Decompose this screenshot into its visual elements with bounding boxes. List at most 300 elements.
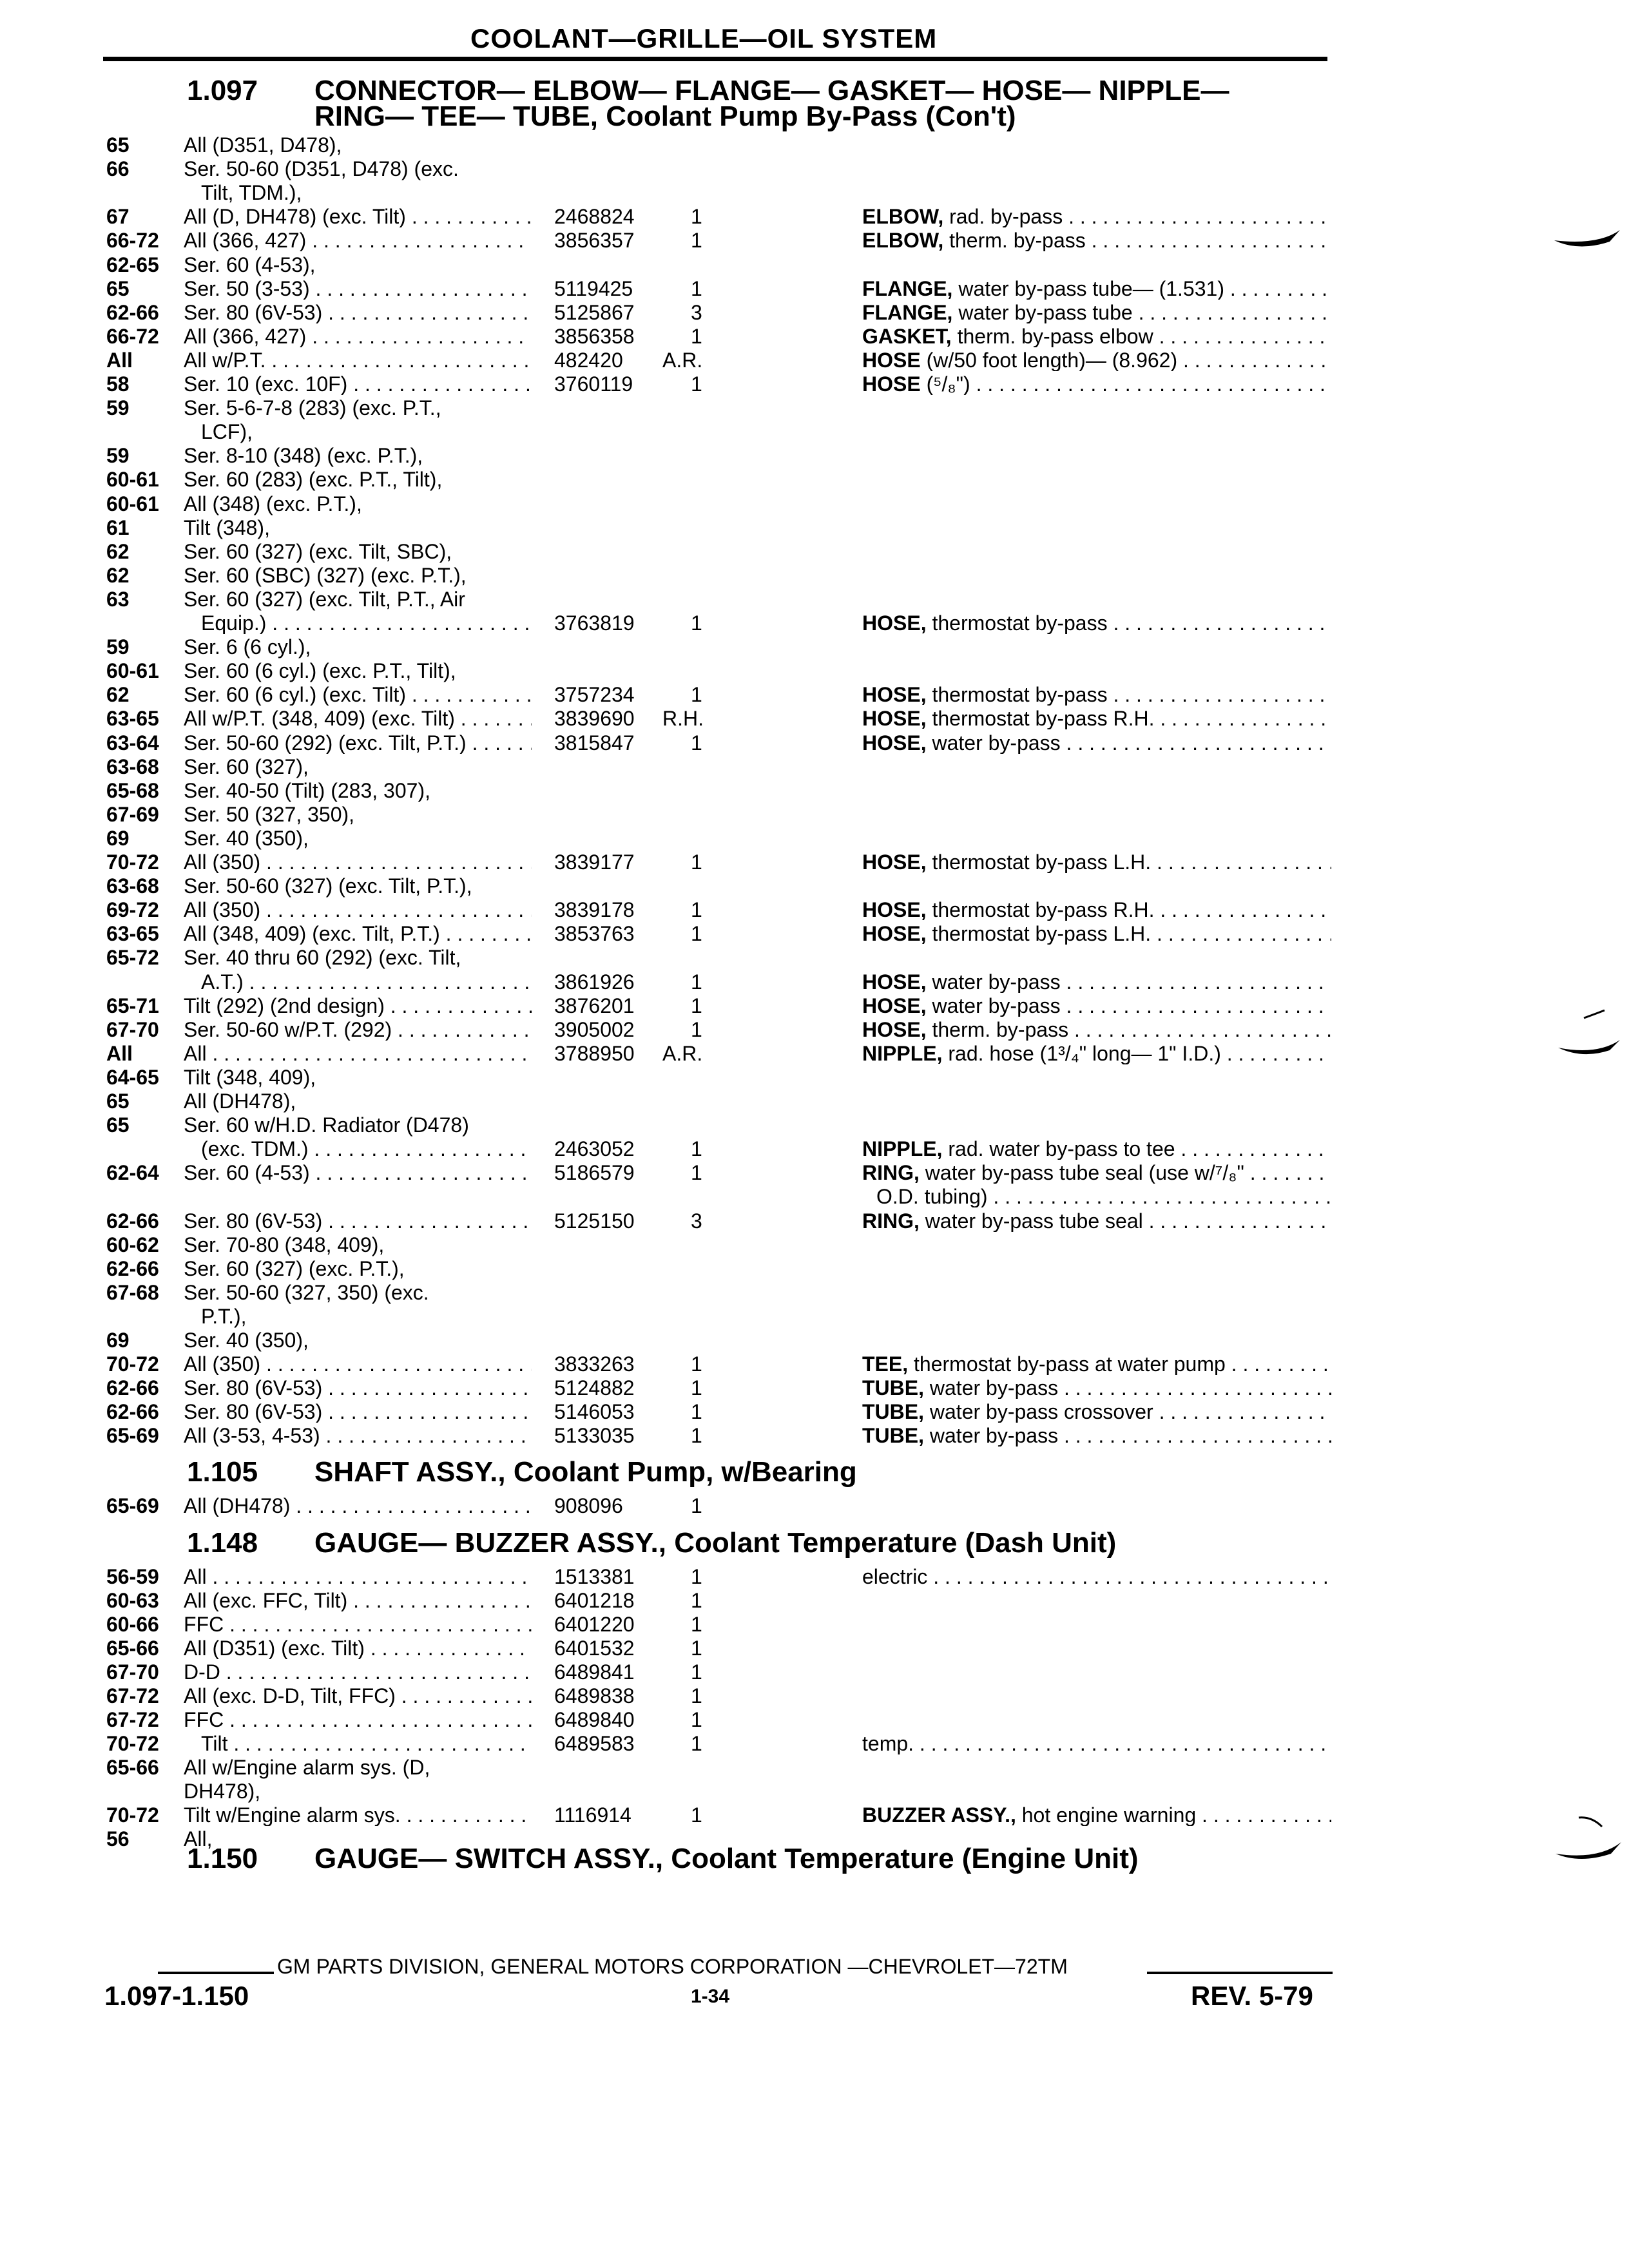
part-number: 6401220 <box>554 1613 635 1636</box>
model-year: 62-64 <box>106 1161 159 1185</box>
part-detail: thermostat by-pass <box>926 684 1108 706</box>
part-name: HOSE, <box>862 684 927 706</box>
quantity: R.H. <box>662 707 704 731</box>
application: All (DH478), <box>184 1090 296 1113</box>
part-number: 6489583 <box>554 1732 635 1755</box>
part-name: TUBE, <box>862 1401 924 1423</box>
part-number: 3839177 <box>554 850 635 874</box>
part-number: 5133035 <box>554 1424 635 1448</box>
model-year: 63-68 <box>106 874 159 898</box>
application: All (350) . . . <box>184 1353 532 1375</box>
part-detail: water by-pass tube <box>952 301 1133 323</box>
model-year: 65 <box>106 133 130 157</box>
part-name: TUBE, <box>862 1425 924 1447</box>
quantity: 1 <box>691 1424 702 1448</box>
model-year: 65-68 <box>106 778 159 802</box>
table-row <box>0 875 1629 899</box>
model-year: 62-66 <box>106 1209 159 1233</box>
model-year: 62-66 <box>106 300 159 324</box>
part-name: HOSE <box>862 349 921 371</box>
application: All w/P.T. (348, 409) (exc. Tilt) . . . <box>184 707 532 729</box>
table-row <box>0 229 1629 253</box>
part-description <box>862 707 1331 729</box>
table-row <box>0 1709 1629 1733</box>
application: Ser. 40 (350), <box>184 826 309 850</box>
application: Ser. 60 (4-53), <box>184 253 316 276</box>
application: Ser. 8-10 (348) (exc. P.T.), <box>184 444 423 468</box>
application: All (D351) (exc. Tilt) . . . <box>184 1637 532 1659</box>
application: Ser. 60 (4-53) . . . <box>184 1162 532 1184</box>
part-name: HOSE, <box>862 707 927 730</box>
part-number: 2463052 <box>554 1137 635 1161</box>
table-row <box>0 1425 1629 1448</box>
application: DH478), <box>184 1780 261 1803</box>
part-number: 908096 <box>554 1494 623 1517</box>
part-number: 3876201 <box>554 994 635 1017</box>
quantity: 1 <box>691 850 702 874</box>
table-row <box>0 278 1629 302</box>
quantity: A.R. <box>662 348 703 372</box>
table-row <box>0 493 1629 517</box>
section-number: 1.097 <box>187 75 258 106</box>
part-number: 5186579 <box>554 1161 635 1185</box>
part-detail: O.D. tubing) <box>876 1186 988 1208</box>
application: Ser. 60 (283) (exc. P.T., Tilt), <box>184 468 443 492</box>
part-detail: rad. by-pass <box>943 206 1063 228</box>
part-detail: water by-pass <box>924 1377 1059 1399</box>
application: Tilt . . . <box>201 1733 532 1754</box>
table-row <box>0 923 1629 947</box>
part-number: 2468824 <box>554 205 635 229</box>
application: FFC . . . <box>184 1709 532 1731</box>
application: All (D, DH478) (exc. Tilt) . . . <box>184 206 532 227</box>
quantity: A.R. <box>662 1041 703 1065</box>
part-detail: water by-pass <box>926 970 1061 993</box>
part-description <box>862 1733 1331 1754</box>
part-detail: thermostat by-pass R.H. <box>926 707 1155 730</box>
application: Tilt (348, 409), <box>184 1065 316 1089</box>
table-row <box>0 1329 1629 1353</box>
quantity: 1 <box>691 1161 702 1185</box>
model-year: 63-68 <box>106 754 159 778</box>
part-name: HOSE, <box>862 851 927 873</box>
model-year: 61 <box>106 515 130 539</box>
quantity: 1 <box>691 1400 702 1424</box>
part-detail: therm. by-pass elbow <box>951 325 1153 347</box>
part-number: 3833263 <box>554 1352 635 1376</box>
model-year: 65-66 <box>106 1637 159 1660</box>
part-name: TUBE, <box>862 1377 924 1399</box>
application: All (366, 427) . . . <box>184 229 532 251</box>
section-heading <box>0 76 1629 135</box>
table-row <box>0 995 1629 1019</box>
quantity: 1 <box>691 1803 702 1827</box>
quantity: 1 <box>691 994 702 1017</box>
model-year: 60-61 <box>106 492 159 515</box>
application: Ser. 50-60 w/P.T. (292) . . . <box>184 1019 532 1041</box>
part-description <box>862 325 1331 347</box>
part-detail: therm. by-pass <box>926 1018 1069 1041</box>
model-year: 62 <box>106 683 130 707</box>
header-rule <box>103 57 1327 61</box>
table-row <box>0 780 1629 803</box>
table-row <box>0 302 1629 325</box>
application: Ser. 60 (6 cyl.) (exc. Tilt) . . . <box>184 684 532 706</box>
part-number: 3763819 <box>554 611 635 635</box>
section-heading <box>0 1457 1629 1487</box>
application: Ser. 80 (6V-53) . . . <box>184 1210 532 1232</box>
quantity: 1 <box>691 372 702 396</box>
table-row <box>0 517 1629 541</box>
model-year: 65 <box>106 1113 130 1137</box>
part-description <box>862 349 1331 371</box>
part-description <box>862 732 1331 754</box>
part-description <box>862 1138 1331 1160</box>
model-year: 56 <box>106 1827 130 1850</box>
table-row <box>0 1566 1629 1590</box>
application: Equip.) . . . <box>201 612 532 634</box>
section-title-line: GAUGE— BUZZER ASSY., Coolant Temperature (Dash Unit) <box>314 1527 1117 1559</box>
quantity: 1 <box>691 1376 702 1400</box>
part-number: 3760119 <box>554 372 633 396</box>
table-row <box>0 134 1629 158</box>
part-name: FLANGE, <box>862 301 953 323</box>
part-detail: thermostat by-pass <box>926 612 1108 634</box>
part-number: 5125867 <box>554 300 635 324</box>
table-row <box>0 1019 1629 1043</box>
application: Ser. 50-60 (D351, D478) (exc. <box>184 157 459 181</box>
quantity: 1 <box>691 683 702 707</box>
part-name: RING, <box>862 1209 920 1232</box>
model-year: 66-72 <box>106 229 159 253</box>
model-year: 66 <box>106 157 130 181</box>
part-description <box>862 1566 1331 1588</box>
model-year: 65-69 <box>106 1494 159 1517</box>
application: All (366, 427) . . . <box>184 325 532 347</box>
quantity: 1 <box>691 205 702 229</box>
part-description <box>862 1425 1331 1446</box>
quantity: 1 <box>691 1708 702 1731</box>
model-year: 63-65 <box>106 922 159 946</box>
table-row <box>0 684 1629 707</box>
table-row <box>0 421 1629 445</box>
footer-revision: REV. 5-79 <box>1191 1981 1313 2011</box>
part-detail: water by-pass crossover <box>924 1401 1153 1423</box>
part-name: BUZZER ASSY., <box>862 1804 1016 1826</box>
part-number: 3757234 <box>554 683 635 707</box>
model-year: 67-69 <box>106 802 159 826</box>
part-detail: water by-pass <box>926 731 1061 754</box>
part-detail: (w/50 foot length)— (8.962) <box>920 349 1178 371</box>
part-detail: water by-pass tube— (1.531) <box>952 277 1224 300</box>
application: Tilt (348), <box>184 515 270 539</box>
part-description <box>862 229 1331 251</box>
table-row <box>0 564 1629 588</box>
model-year: 70-72 <box>106 850 159 874</box>
table-row <box>0 373 1629 397</box>
part-detail: hot engine warning <box>1016 1804 1197 1826</box>
table-row <box>0 1828 1629 1852</box>
application: Tilt w/Engine alarm sys. . . . <box>184 1804 532 1826</box>
part-number: 3856358 <box>554 324 635 348</box>
model-year: 59 <box>106 444 130 468</box>
footer-division-text: GM PARTS DIVISION, GENERAL MOTORS CORPORATION —CHEVROLET—72TM <box>277 1955 1068 1978</box>
model-year: 65 <box>106 1090 130 1113</box>
application: FFC . . . <box>184 1613 532 1635</box>
application: All (350) . . . <box>184 851 532 873</box>
table-row <box>0 1637 1629 1661</box>
model-year: 59 <box>106 396 130 420</box>
model-year: 60-61 <box>106 659 159 683</box>
part-detail: water by-pass <box>924 1425 1059 1447</box>
quantity: 1 <box>691 970 702 994</box>
part-detail: water by-pass <box>926 994 1061 1017</box>
part-description <box>862 302 1331 323</box>
table-row <box>0 851 1629 875</box>
table-row <box>0 1401 1629 1425</box>
part-detail: thermostat by-pass R.H. <box>926 899 1155 921</box>
part-description <box>862 373 1331 395</box>
part-detail: temp. <box>862 1733 914 1754</box>
application: Ser. 60 (327) (exc. Tilt, SBC), <box>184 539 452 563</box>
section-title-line: RING— TEE— TUBE, Coolant Pump By-Pass (Con't) <box>314 101 1016 132</box>
section-number: 1.148 <box>187 1527 258 1559</box>
application: All w/Engine alarm sys. (D, <box>184 1756 430 1779</box>
part-description <box>862 1353 1331 1375</box>
part-number: 1513381 <box>554 1565 635 1588</box>
model-year: 70-72 <box>106 1803 159 1827</box>
footer-rule-left <box>158 1972 274 1974</box>
part-detail: thermostat by-pass at water pump <box>908 1353 1226 1376</box>
application: (exc. TDM.) . . . <box>201 1138 532 1160</box>
table-row <box>0 254 1629 278</box>
application: Ser. 50-60 (327) (exc. Tilt, P.T.), <box>184 874 472 898</box>
application: All (3-53, 4-53) . . . <box>184 1425 532 1446</box>
part-number: 6401218 <box>554 1589 635 1612</box>
part-name: HOSE, <box>862 731 927 754</box>
table-row <box>0 1282 1629 1305</box>
quantity: 1 <box>691 1684 702 1707</box>
application: Ser. 60 (327), <box>184 754 309 778</box>
part-detail: thermostat by-pass L.H. <box>926 851 1152 873</box>
quantity: 1 <box>691 1017 702 1041</box>
part-description <box>862 923 1331 945</box>
part-detail: therm. by-pass <box>943 229 1086 252</box>
table-row <box>0 947 1629 970</box>
part-number: 482420 <box>554 348 623 372</box>
part-number: 3839178 <box>554 898 635 922</box>
part-name: NIPPLE, <box>862 1042 943 1064</box>
part-number: 5119425 <box>554 276 633 300</box>
application: Ser. 60 (327) (exc. Tilt, P.T., Air <box>184 587 465 611</box>
model-year: 63-64 <box>106 731 159 754</box>
application: LCF), <box>201 420 253 444</box>
part-description <box>862 684 1331 706</box>
part-description <box>862 1401 1331 1423</box>
section-number: 1.105 <box>187 1456 258 1488</box>
model-year: 67-70 <box>106 1017 159 1041</box>
part-number: 6489840 <box>554 1708 635 1731</box>
model-year: 67-68 <box>106 1280 159 1304</box>
part-name: HOSE, <box>862 970 927 993</box>
model-year: 58 <box>106 372 130 396</box>
table-row <box>0 1756 1629 1780</box>
part-number: 6489841 <box>554 1660 635 1684</box>
part-name: HOSE, <box>862 923 927 945</box>
part-name: HOSE, <box>862 612 927 634</box>
binder-tab-mark <box>1553 1807 1624 1878</box>
model-year: 67-72 <box>106 1684 159 1707</box>
part-detail: water by-pass tube seal (use w/⁷/₈" <box>919 1162 1244 1184</box>
application: Ser. 70-80 (348, 409), <box>184 1233 385 1256</box>
footer-section-range: 1.097-1.150 <box>104 1981 249 2011</box>
table-row <box>0 803 1629 827</box>
model-year: 62-66 <box>106 1400 159 1424</box>
part-name: TEE, <box>862 1353 909 1376</box>
application: Ser. 50 (3-53) . . . <box>184 278 532 300</box>
model-year: All <box>106 348 133 372</box>
table-row <box>0 1162 1629 1186</box>
table-row <box>0 1353 1629 1377</box>
application: Ser. 60 w/H.D. Radiator (D478) <box>184 1113 469 1137</box>
application: All w/P.T. . . . <box>184 349 532 371</box>
application: Tilt, TDM.), <box>201 181 302 205</box>
table-row <box>0 1377 1629 1401</box>
table-row <box>0 707 1629 731</box>
model-year: 70-72 <box>106 1352 159 1376</box>
part-name: ELBOW, <box>862 206 944 228</box>
part-number: 5124882 <box>554 1376 635 1400</box>
model-year: 65-71 <box>106 994 159 1017</box>
quantity: 1 <box>691 1352 702 1376</box>
table-row <box>0 1804 1629 1828</box>
part-description <box>862 278 1331 300</box>
table-row <box>0 660 1629 684</box>
model-year: 60-61 <box>106 468 159 492</box>
part-number: 3853763 <box>554 922 635 946</box>
application: All . . . <box>184 1043 532 1064</box>
footer-page-number: 1-34 <box>691 1986 730 2007</box>
table-row <box>0 445 1629 468</box>
table-row <box>0 1234 1629 1258</box>
table-row <box>0 1613 1629 1637</box>
application: A.T.) . . . <box>201 971 532 993</box>
section-number: 1.150 <box>187 1843 258 1874</box>
page-header-title: COOLANT—GRILLE—OIL SYSTEM <box>470 23 938 53</box>
table-row <box>0 827 1629 851</box>
table-row <box>0 1780 1629 1804</box>
table-row <box>0 349 1629 373</box>
model-year: 56-59 <box>106 1565 159 1588</box>
part-description <box>862 851 1331 873</box>
application: Ser. 5-6-7-8 (283) (exc. P.T., <box>184 396 441 420</box>
application: Ser. 40 (350), <box>184 1329 309 1352</box>
application: Ser. 6 (6 cyl.), <box>184 635 311 659</box>
table-row <box>0 325 1629 349</box>
part-detail: rad. water by-pass to tee <box>942 1138 1175 1160</box>
table-row <box>0 756 1629 780</box>
model-year: 65-69 <box>106 1424 159 1448</box>
section-title-line: GAUGE— SWITCH ASSY., Coolant Temperature (Engine Unit) <box>314 1843 1139 1874</box>
table-row <box>0 588 1629 612</box>
table-row <box>0 1114 1629 1138</box>
quantity: 1 <box>691 1137 702 1161</box>
table-row <box>0 1066 1629 1090</box>
application: All (DH478) . . . <box>184 1495 532 1517</box>
application: All (exc. D-D, Tilt, FFC) . . . <box>184 1685 532 1707</box>
part-name: HOSE, <box>862 994 927 1017</box>
part-detail: thermostat by-pass L.H. <box>926 923 1152 945</box>
quantity: 1 <box>691 1565 702 1588</box>
application: Ser. 50-60 (292) (exc. Tilt, P.T.) . . . <box>184 732 532 754</box>
model-year: All <box>106 1041 133 1065</box>
application: P.T.), <box>201 1304 247 1328</box>
quantity: 1 <box>691 1613 702 1636</box>
part-name: FLANGE, <box>862 277 953 300</box>
table-row <box>0 1138 1629 1162</box>
quantity: 1 <box>691 1494 702 1517</box>
quantity: 1 <box>691 324 702 348</box>
part-description <box>862 995 1331 1017</box>
table-row <box>0 971 1629 995</box>
footer-rule-right <box>1147 1972 1333 1974</box>
table-row <box>0 636 1629 660</box>
model-year: 67-70 <box>106 1660 159 1684</box>
table-row <box>0 1258 1629 1282</box>
part-detail: rad. hose (1³/₄" long— 1" I.D.) <box>942 1042 1221 1064</box>
model-year: 67 <box>106 205 130 229</box>
quantity: 1 <box>691 1660 702 1684</box>
part-name: ELBOW, <box>862 229 944 252</box>
model-year: 62 <box>106 539 130 563</box>
quantity: 1 <box>691 922 702 946</box>
table-row <box>0 468 1629 492</box>
part-description <box>862 1043 1331 1064</box>
model-year: 64-65 <box>106 1065 159 1089</box>
table-row <box>0 1733 1629 1756</box>
table-row <box>0 1590 1629 1613</box>
quantity: 1 <box>691 276 702 300</box>
table-row <box>0 1661 1629 1685</box>
quantity: 1 <box>691 731 702 754</box>
model-year: 59 <box>106 635 130 659</box>
table-row <box>0 612 1629 636</box>
table-row <box>0 1186 1629 1209</box>
part-name: HOSE <box>862 373 921 395</box>
table-row <box>0 1043 1629 1066</box>
application: Ser. 40-50 (Tilt) (283, 307), <box>184 778 430 802</box>
section-title-line: CONNECTOR— ELBOW— FLANGE— GASKET— HOSE— NIPPLE— <box>314 75 1229 106</box>
table-row <box>0 899 1629 923</box>
table-row <box>0 182 1629 206</box>
part-name: HOSE, <box>862 1018 927 1041</box>
model-year: 62-66 <box>106 1256 159 1280</box>
model-year: 66-72 <box>106 324 159 348</box>
part-number: 6401532 <box>554 1637 635 1660</box>
binder-tab-mark <box>1553 1005 1624 1076</box>
table-row <box>0 1495 1629 1519</box>
section-heading <box>0 1528 1629 1558</box>
application: All (350) . . . <box>184 899 532 921</box>
application: Ser. 80 (6V-53) . . . <box>184 302 532 323</box>
quantity: 1 <box>691 1732 702 1755</box>
model-year: 65 <box>106 276 130 300</box>
model-year: 63-65 <box>106 707 159 731</box>
model-year: 62-65 <box>106 253 159 276</box>
part-description <box>862 1377 1331 1399</box>
part-description <box>862 1210 1331 1232</box>
part-description <box>862 206 1331 227</box>
